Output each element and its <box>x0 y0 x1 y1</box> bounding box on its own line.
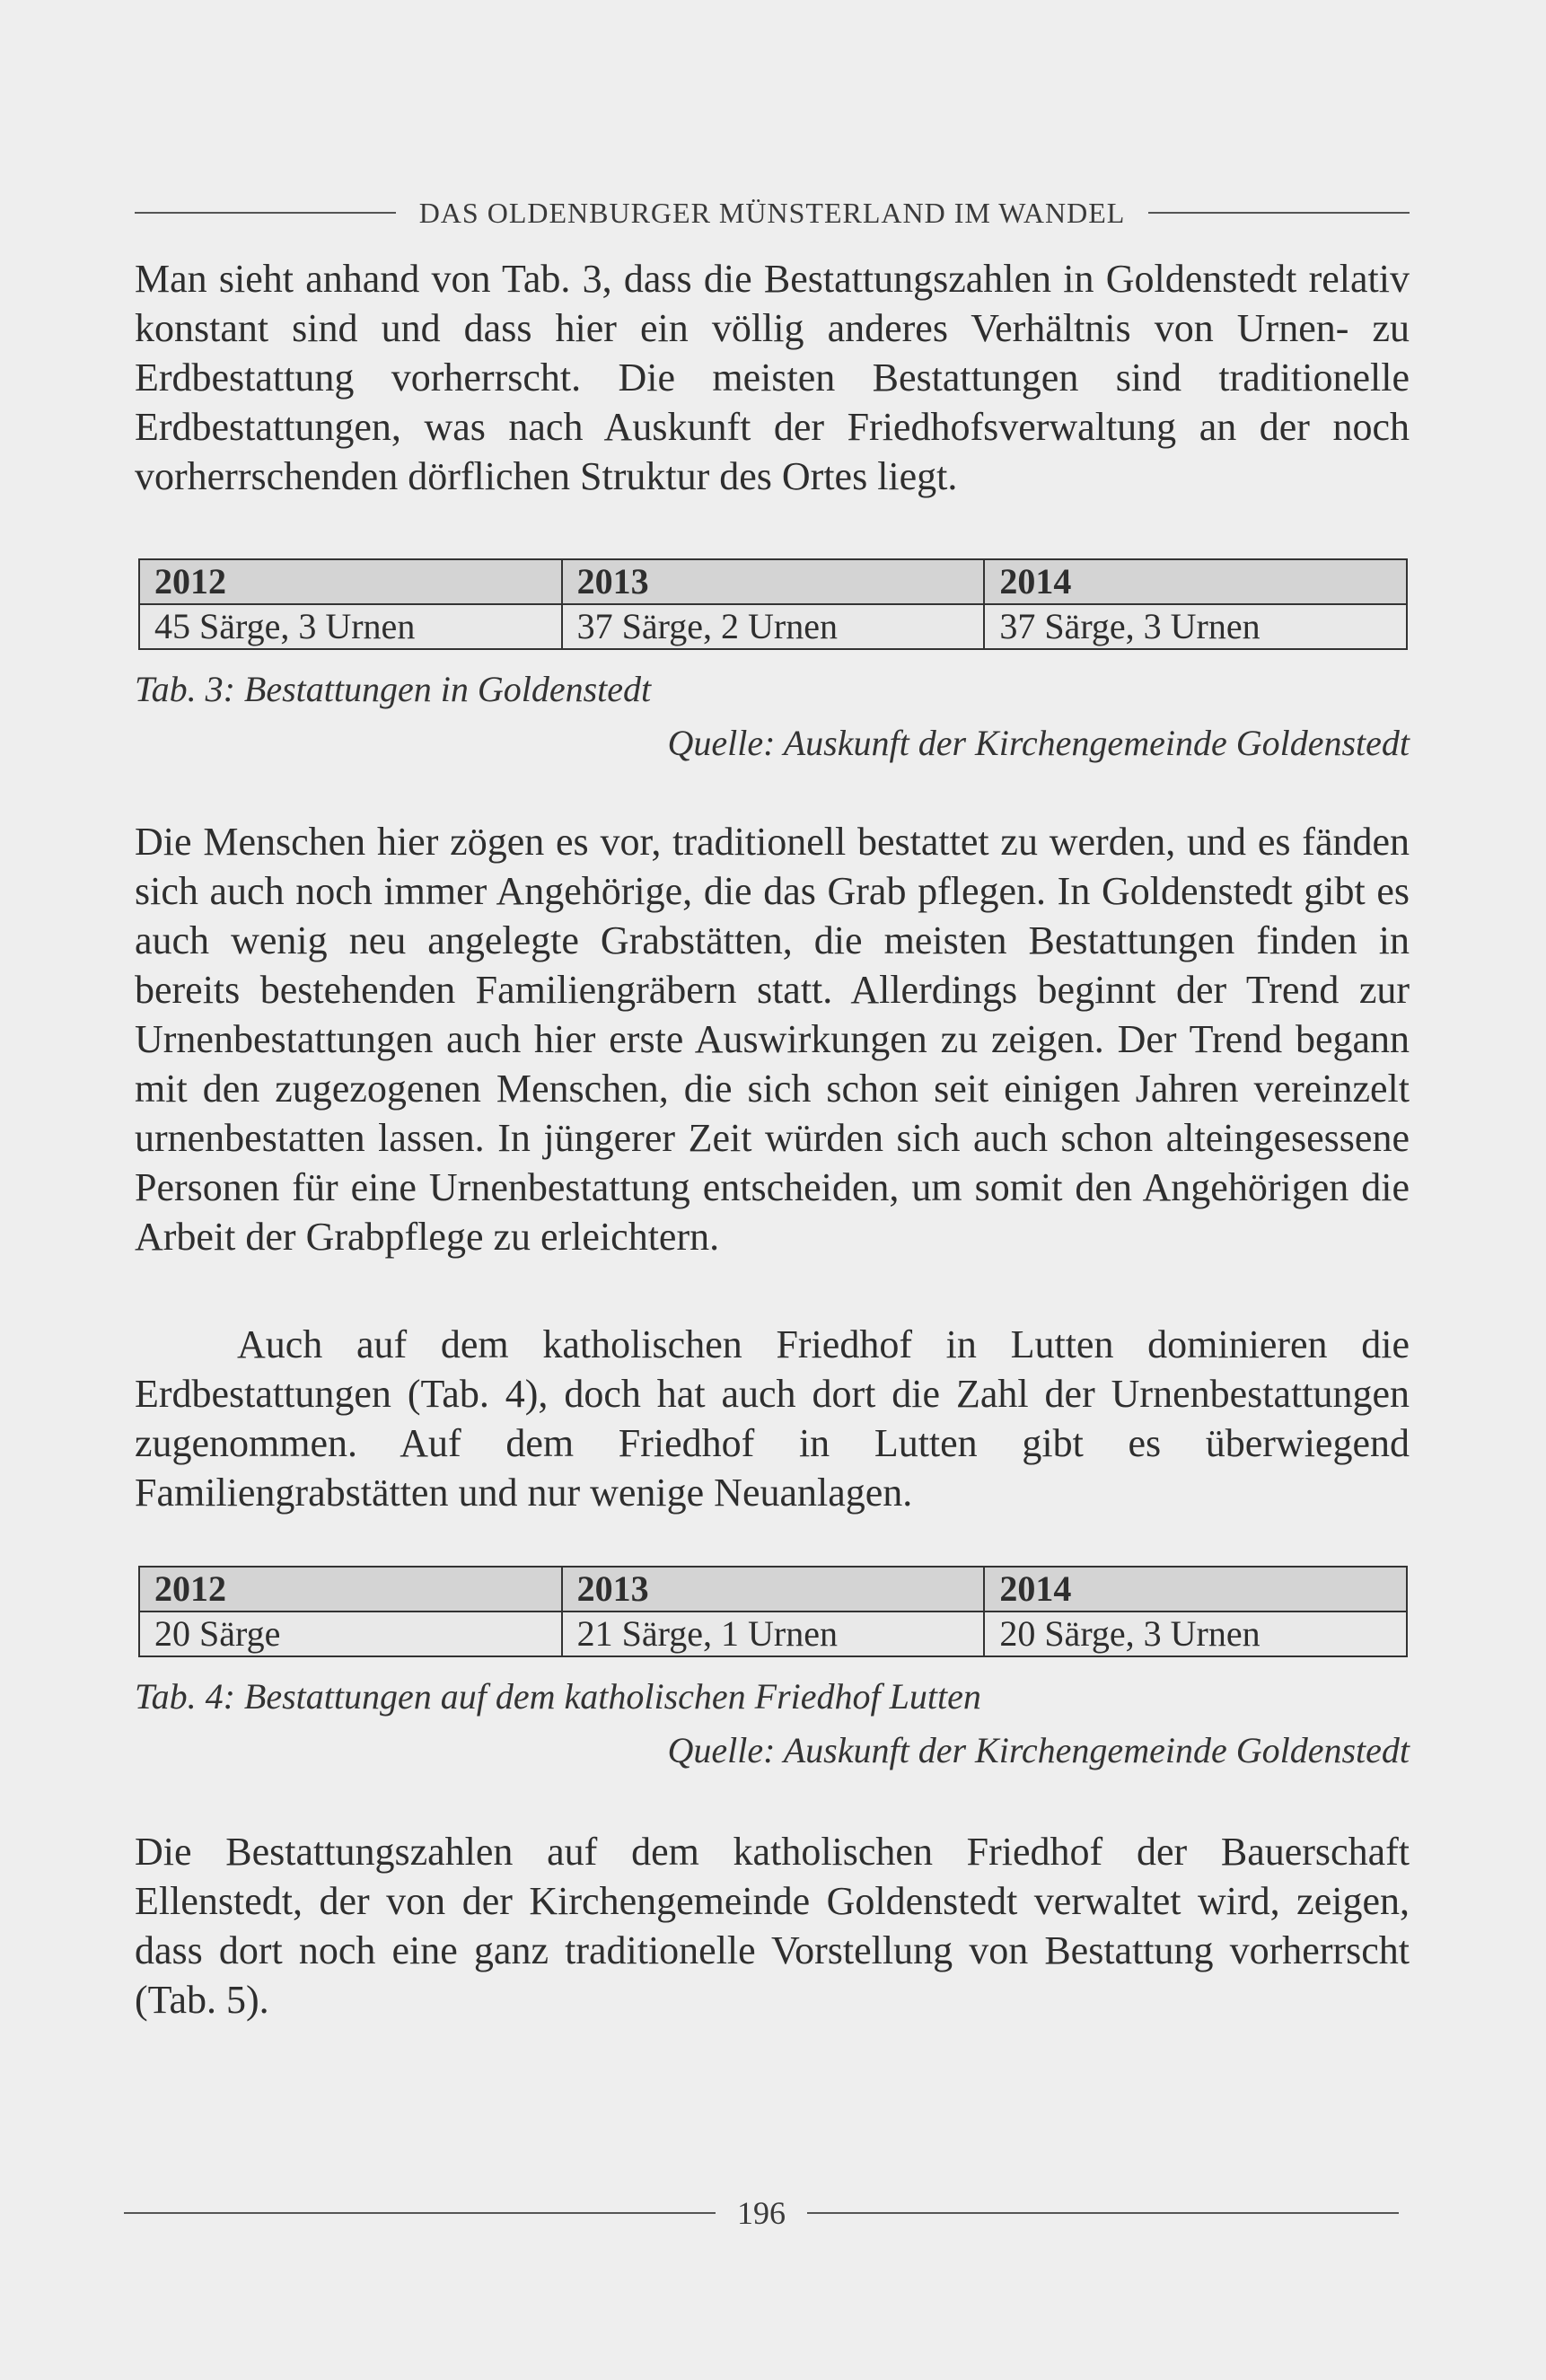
header-rule-left <box>135 212 396 214</box>
paragraph-2: Die Menschen hier zögen es vor, traditionell bestattet zu werden, und es fänden sich auch noch immer Angehörige, die das Grab pflegen. In Goldenstedt gibt es auch wenig neu angelegte Grabstätten, die meisten Bestattungen finden in bereits bestehenden Familiengräbern statt. Allerdings beginnt der Trend zur Urnenbestattungen auch hier erste Auswirkungen zu zeigen. Der Trend begann mit den zugezogenen Menschen, die sich schon seit einigen Jahren vereinzelt urnenbestatten lassen. In jüngerer Zeit würden sich auch schon alteingesessene Personen für eine Urnenbestattung entscheiden, um somit den Angehörigen die Arbeit der Grabpflege zu erleichtern. <box>135 820 1410 1259</box>
table-header-cell: 2012 <box>139 559 562 604</box>
table-cell: 21 Särge, 1 Urnen <box>562 1612 985 1656</box>
table-cell: 45 Särge, 3 Urnen <box>139 604 562 649</box>
table-header-cell: 2014 <box>984 559 1407 604</box>
table-3-caption: Tab. 3: Bestattungen in Goldenstedt <box>135 669 652 709</box>
table-header-cell: 2014 <box>984 1567 1407 1612</box>
table-cell: 20 Särge <box>139 1612 562 1656</box>
paragraph-4: Die Bestattungszahlen auf dem katholischen Friedhof der Bauerschaft Ellenstedt, der von der Kirchengemeinde Goldenstedt verwaltet wird, zeigen, dass dort noch eine ganz traditionelle Vorstellung von Bestattung vorherrscht (Tab. 5). <box>135 1830 1410 2022</box>
table-cell: 37 Särge, 3 Urnen <box>984 604 1407 649</box>
table-row <box>139 1612 1407 1656</box>
table-header-cell: 2012 <box>139 1567 562 1612</box>
table-4-caption: Tab. 4: Bestattungen auf dem katholischen Friedhof Lutten <box>135 1676 981 1717</box>
running-header-title: DAS OLDENBURGER MÜNSTERLAND IM WANDEL <box>418 196 1126 229</box>
table-3-source: Quelle: Auskunft der Kirchengemeinde Goldenstedt <box>667 723 1410 763</box>
table-header-cell: 2013 <box>562 559 985 604</box>
page-footer <box>124 2191 1399 2235</box>
table-header-cell: 2013 <box>562 1567 985 1612</box>
table-cell: 20 Särge, 3 Urnen <box>984 1612 1407 1656</box>
footer-rule-right <box>807 2212 1399 2214</box>
footer-rule-left <box>124 2212 716 2214</box>
running-header <box>135 190 1410 235</box>
table-4-source: Quelle: Auskunft der Kirchengemeinde Goldenstedt <box>667 1730 1410 1770</box>
table-header-row <box>139 559 1407 604</box>
paragraph-1: Man sieht anhand von Tab. 3, dass die Bestattungszahlen in Goldenstedt relativ konstant sind und dass hier ein völlig anderes Verhältnis von Urnen- zu Erdbestattung vorherrscht. Die meisten Bestattungen sind traditionelle Erdbestattungen, was nach Auskunft der Friedhofsverwaltung an der noch vorherrschenden dörflichen Struktur des Ortes liegt. <box>135 257 1410 498</box>
table-row <box>139 604 1407 649</box>
table-4 <box>138 1566 1408 1657</box>
page-number: 196 <box>737 2195 786 2231</box>
table-header-row <box>139 1567 1407 1612</box>
header-rule-right <box>1148 212 1410 214</box>
paragraph-3: Auch auf dem katholischen Friedhof in Lutten dominieren die Erdbestattungen (Tab. 4), doch hat auch dort die Zahl der Urnenbestattungen zugenommen. Auf dem Friedhof in Lutten gibt es überwiegend Familiengrabstätten und nur wenige Neuanlagen. <box>135 1322 1410 1515</box>
table-3 <box>138 558 1408 650</box>
table-cell: 37 Särge, 2 Urnen <box>562 604 985 649</box>
